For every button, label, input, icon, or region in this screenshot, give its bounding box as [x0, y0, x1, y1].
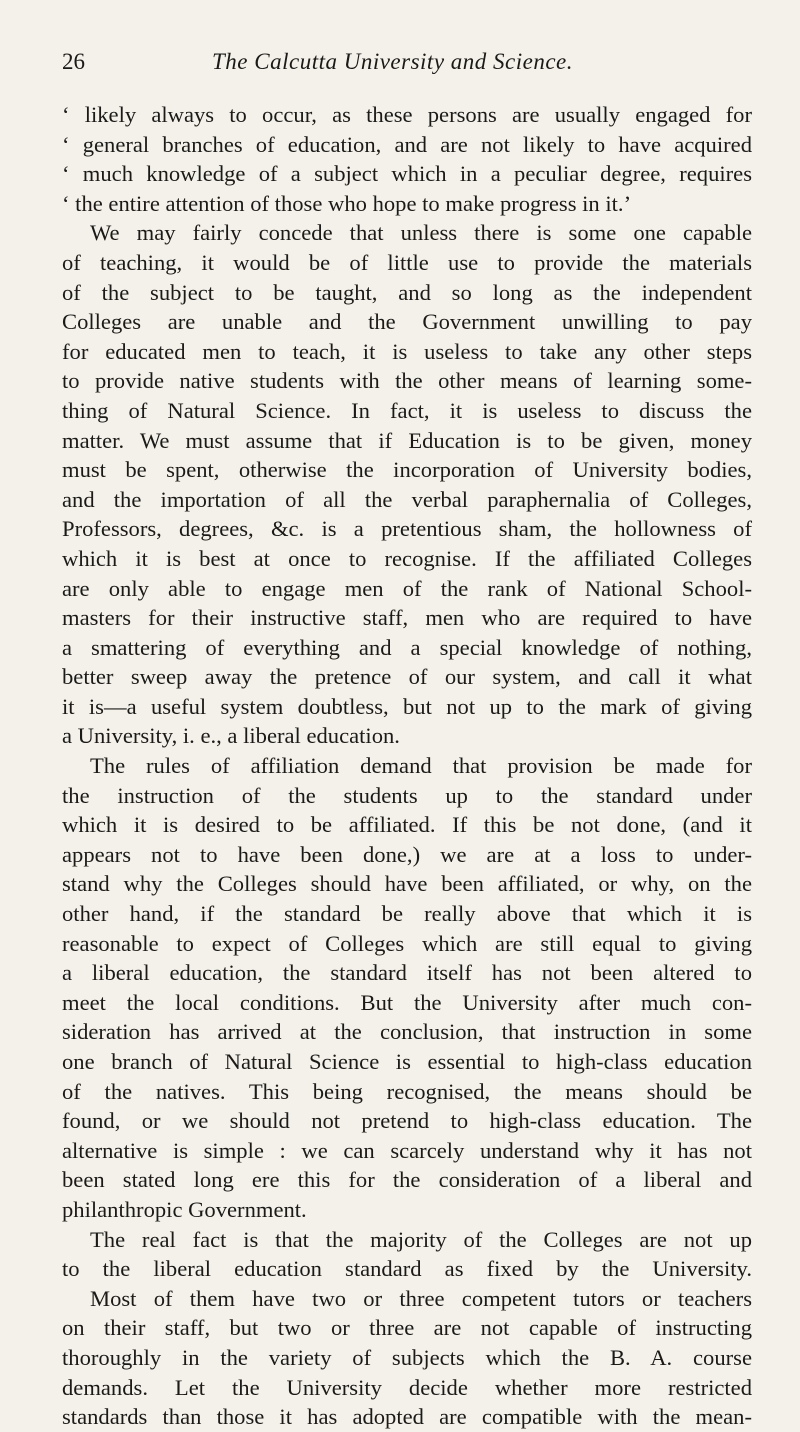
text-line: other hand, if the standard be really above that which it is: [62, 901, 752, 927]
text-line: of the natives. This being recognised, the means should be: [62, 1078, 752, 1104]
text-line: standards than those it has adopted are compatible with the mean-: [62, 1404, 752, 1430]
text-line: sideration has arrived at the conclusion, that instruction in some: [62, 1019, 752, 1045]
book-page: [62, 42, 752, 1432]
text-line: demands. Let the University decide whether more restricted: [62, 1374, 752, 1400]
text-line: which it is best at once to recognise. If the affiliated Colleges: [62, 545, 752, 571]
text-line: stand why the Colleges should have been affiliated, or why, on the: [62, 871, 752, 897]
text-line: to provide native students with the other means of learning some-: [62, 368, 752, 394]
text-line: a liberal education, the standard itself has not been altered to: [62, 960, 752, 986]
text-line: better sweep away the pretence of our system, and call it what: [62, 664, 752, 690]
text-line: must be spent, otherwise the incorporation of University bodies,: [62, 457, 752, 483]
text-line: We may fairly concede that unless there is some one capable: [90, 220, 752, 246]
body-text: [62, 100, 752, 1432]
text-line: Most of them have two or three competent tutors or teachers: [90, 1285, 752, 1311]
text-line: are only able to engage men of the rank of National School-: [62, 575, 752, 601]
text-line: thing of Natural Science. In fact, it is useless to discuss the: [62, 397, 752, 423]
text-line: for educated men to teach, it is useless to take any other steps: [62, 338, 752, 364]
text-line: on their staff, but two or three are not capable of instructing: [62, 1315, 752, 1341]
text-line: which it is desired to be affiliated. If this be not done, (and it: [62, 812, 752, 838]
page-number: 26: [62, 49, 85, 74]
text-line: ‘ general branches of education, and are not likely to have acquired: [62, 131, 752, 157]
running-head: [62, 42, 752, 82]
text-line: the instruction of the students up to the standard under: [62, 782, 752, 808]
text-line: ‘ the entire attention of those who hope to make progress in it.’: [62, 190, 632, 216]
text-line: a University, i. e., a liberal education.: [62, 723, 400, 749]
text-line: ‘ much knowledge of a subject which in a peculiar degree, requires: [62, 161, 752, 187]
text-line: thoroughly in the variety of subjects which the B. A. course: [62, 1344, 752, 1370]
text-line: found, or we should not pretend to high-class education. The: [62, 1108, 752, 1134]
text-line: of the subject to be taught, and so long as the independent: [62, 279, 752, 305]
text-line: and the importation of all the verbal paraphernalia of Colleges,: [62, 486, 752, 512]
text-line: The real fact is that the majority of the Colleges are not up: [90, 1226, 752, 1252]
text-line: matter. We must assume that if Education is to be given, money: [62, 427, 752, 453]
text-line: ‘ likely always to occur, as these persons are usually engaged for: [62, 102, 752, 127]
text-line: to the liberal education standard as fixed by the University.: [62, 1256, 752, 1282]
text-line: The rules of affiliation demand that provision be made for: [90, 753, 752, 779]
text-line: of teaching, it would be of little use to provide the materials: [62, 249, 752, 275]
text-line: appears not to have been done,) we are at a loss to under-: [62, 841, 752, 867]
text-line: alternative is simple : we can scarcely understand why it has not: [62, 1137, 752, 1163]
text-line: one branch of Natural Science is essential to high-class education: [62, 1049, 752, 1074]
text-line: it is—a useful system doubtless, but not up to the mark of giving: [62, 693, 752, 719]
text-line: Colleges are unable and the Government unwilling to pay: [62, 309, 752, 335]
text-line: meet the local conditions. But the University after much con-: [62, 989, 752, 1015]
text-line: masters for their instructive staff, men who are required to have: [62, 605, 752, 631]
text-line: a smattering of everything and a special knowledge of nothing,: [62, 634, 752, 660]
text-line: philanthropic Government.: [62, 1196, 307, 1222]
text-line: reasonable to expect of Colleges which are still equal to giving: [62, 930, 752, 956]
text-line: been stated long ere this for the consideration of a liberal and: [62, 1167, 752, 1193]
text-line: Professors, degrees, &c. is a pretentious sham, the hollowness of: [62, 516, 752, 542]
running-title: The Calcutta University and Science.: [212, 49, 574, 74]
